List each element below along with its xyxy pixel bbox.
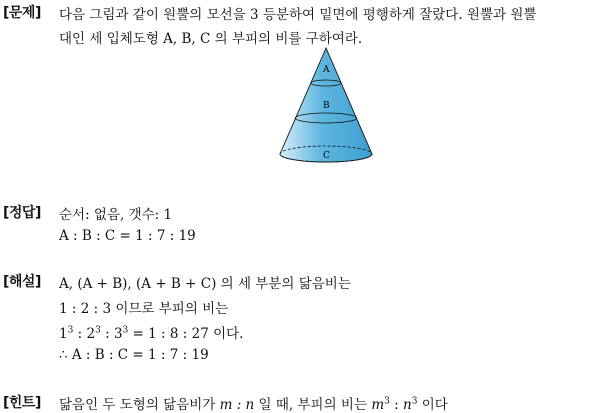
answer-meta: 순서: 없음, 갯수: 1: [59, 207, 173, 223]
cone-figure: [276, 46, 376, 166]
explanation-label: [해설]: [3, 274, 41, 290]
label-b: B: [323, 101, 330, 111]
problem-label: [문제]: [3, 5, 41, 21]
explanation-line1: A, (A + B), (A + B + C) 의 세 부분의 닮음비는: [59, 276, 351, 292]
hint-label: [힌트]: [3, 395, 41, 411]
explanation-line4: ∴ A : B : C = 1 : 7 : 19: [59, 347, 209, 363]
label-c: C: [323, 151, 330, 161]
answer-ratio: A : B : C = 1 : 7 : 19: [59, 228, 196, 244]
explanation-line3: $1^3$ : $2^3$ : $3^3 = 1$ : 8 : 27 이다.: [59, 325, 244, 342]
problem-text-line1: 다음 그림과 같이 원뿔의 모선을 3 등분하여 밑면에 평행하게 잘랐다. 원뿔과 원뿔: [59, 7, 537, 23]
explanation-line2: 1 : 2 : 3 이므로 부피의 비는: [59, 301, 229, 317]
label-a: A: [323, 65, 330, 75]
problem-text-line2: 대인 세 입체도형 A, B, C 의 부피의 비를 구하여라.: [59, 31, 363, 47]
answer-label: [정답]: [3, 205, 41, 221]
hint-text: 닮음인 두 도형의 닮음비가 m : n 일 때, 부피의 비는 $m^3$ : $n^3$ 이다: [59, 396, 448, 413]
